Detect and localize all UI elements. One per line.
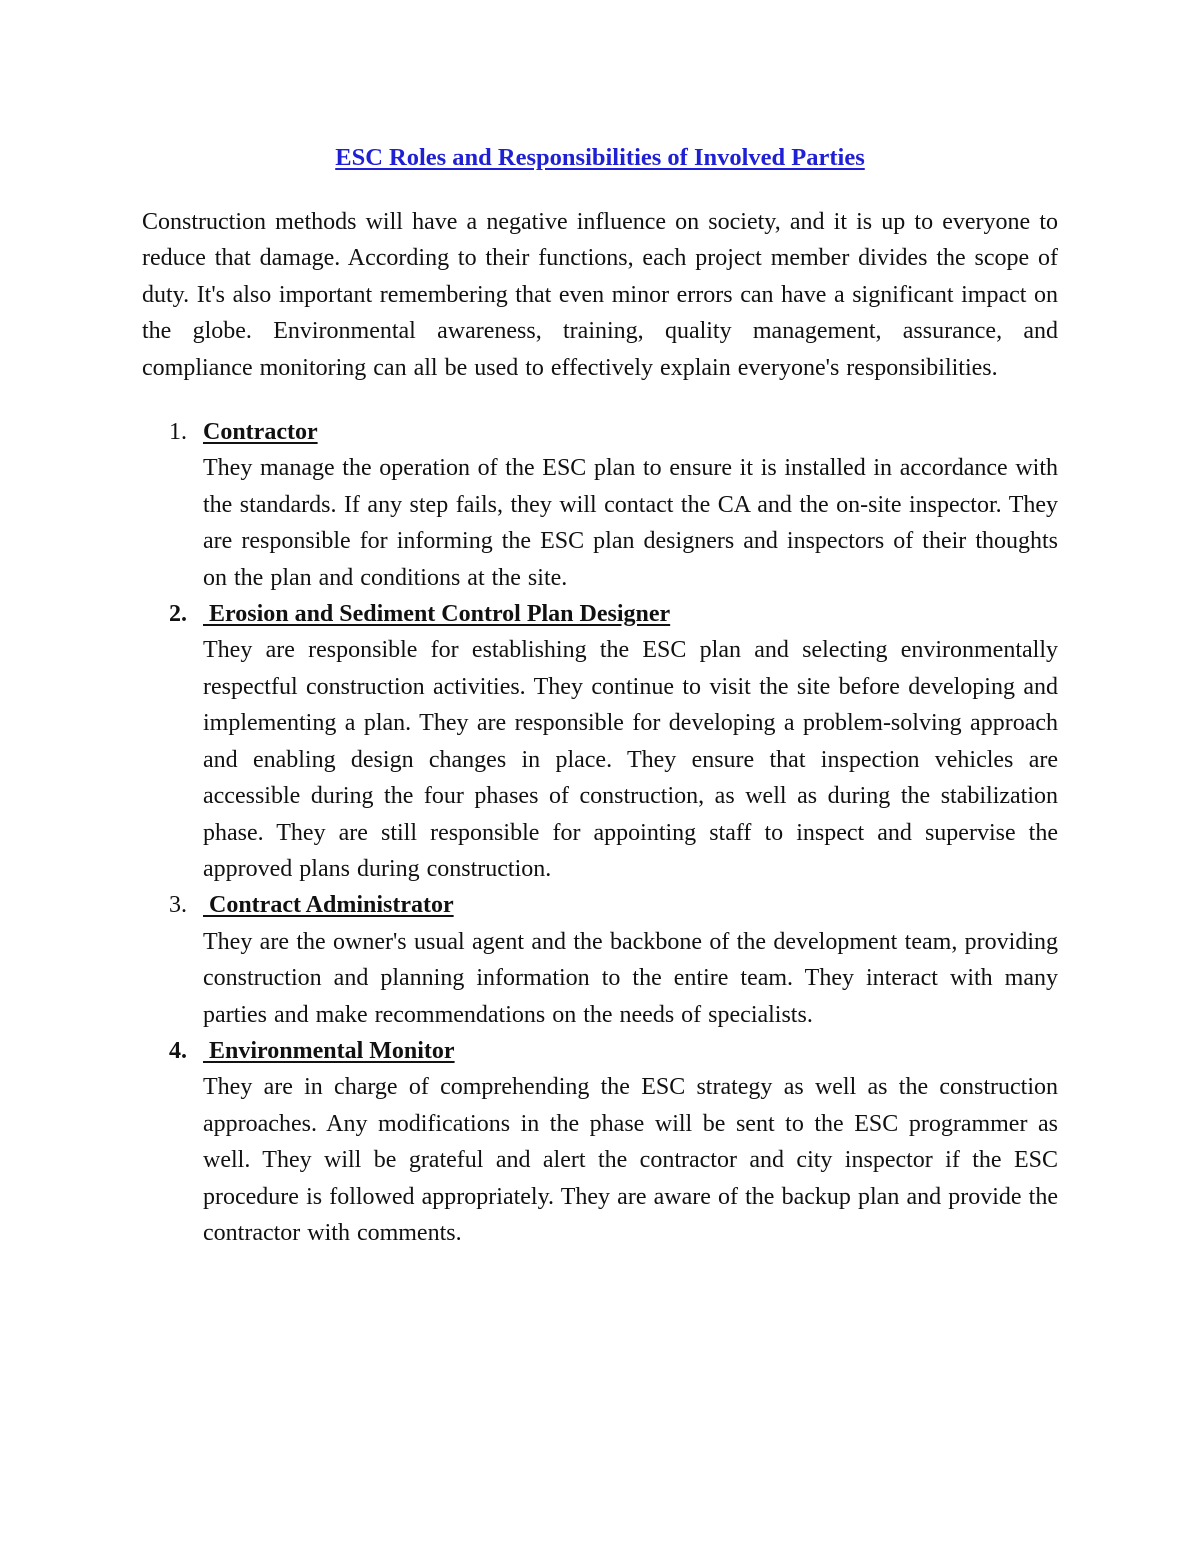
- list-item-text: They are the owner's usual agent and the backbone of the development team, providing construction and planning information to the entire team. They interact with many parties and make recommendations on the needs of specialists.: [203, 928, 1058, 1028]
- document-title: ESC Roles and Responsibilities of Involved Parties: [335, 144, 865, 171]
- list-item-text: They are responsible for establishing the ESC plan and selecting environmentally respectful construction activities. They continue to visit the site before developing and implementing a plan. They are responsible for developing a problem-solving approach and enabling design changes in place. They ensure that inspection vehicles are accessible during the four phases of construction, as well as during the stabilization phase. They are still responsible for appointing staff to inspect and supervise the approved plans during construction.: [203, 637, 1058, 882]
- roles-list: [142, 414, 1058, 1251]
- list-item-number: 2.: [169, 601, 187, 628]
- list-item-heading: Contractor: [203, 419, 318, 446]
- list-item-number: 1.: [169, 419, 187, 446]
- list-item-contract-administrator: [142, 887, 1058, 1033]
- list-item-text: They are in charge of comprehending the ESC strategy as well as the construction approaches. Any modifications in the phase will be sent to the ESC programmer as well. They will be grateful and alert the contractor and city inspector if the ESC procedure is followed appropriately. They are aware of the backup plan and provide the contractor with comments.: [203, 1074, 1058, 1246]
- list-item-number: 3.: [169, 892, 187, 919]
- list-item-contractor: [142, 414, 1058, 596]
- list-item-heading: Contract Administrator: [203, 892, 454, 919]
- list-item-heading: Erosion and Sediment Control Plan Designer: [203, 601, 671, 628]
- document-page: [142, 138, 1058, 1251]
- list-item-heading: Environmental Monitor: [203, 1037, 455, 1064]
- list-item-environmental-monitor: [142, 1033, 1058, 1251]
- list-item-text: They manage the operation of the ESC plan to ensure it is installed in accordance with the standards. If any step fails, they will contact the CA and the on-site inspector. They are responsible for informing the ESC plan designers and inspectors of their thoughts on the plan and conditions at the site.: [203, 455, 1058, 591]
- list-item-number: 4.: [169, 1037, 187, 1064]
- list-item-plan-designer: [142, 596, 1058, 887]
- intro-paragraph: Construction methods will have a negative influence on society, and it is up to everyone to reduce that damage. According to their functions, each project member divides the scope of duty. It's also important remembering that even minor errors can have a significant impact on the globe. Environmental awareness, training, quality management, assurance, and compliance monitoring can all be used to effectively explain everyone's responsibilities.: [142, 209, 1058, 381]
